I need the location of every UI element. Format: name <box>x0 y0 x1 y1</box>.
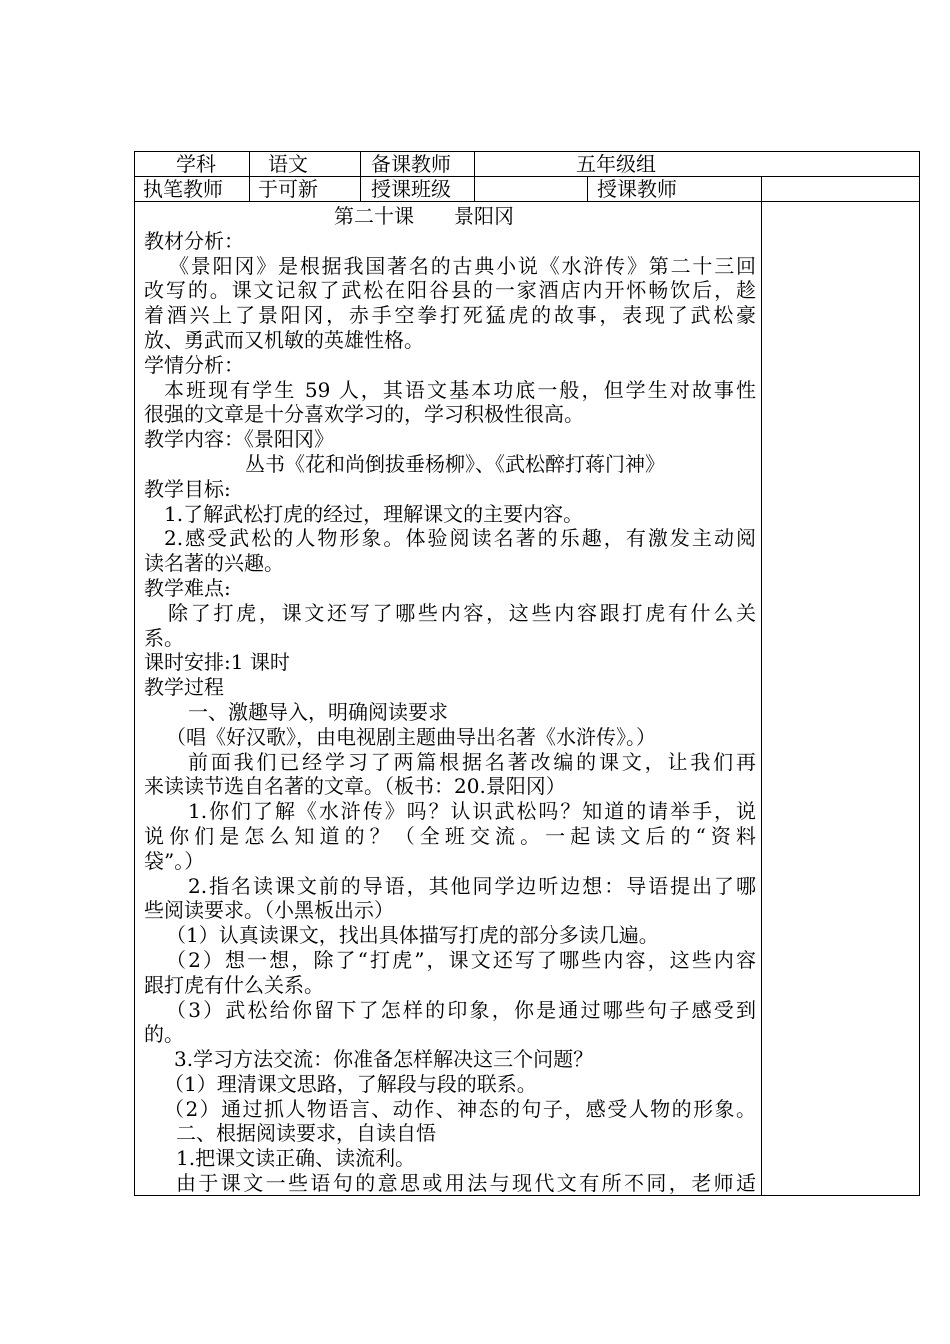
writer-label: 执笔教师 <box>143 177 223 201</box>
paragraph-line: （1）认真读课文，找出具体描写打虎的部分多读几遍。 <box>166 923 659 948</box>
paragraph-line: 二、根据阅读要求，自读自悟 <box>176 1121 436 1146</box>
paragraph-line: 3.学习方法交流：你准备怎样解决这三个问题？ <box>174 1047 594 1072</box>
section-heading: 教学难点: <box>144 575 231 600</box>
table-column-divider <box>249 151 250 202</box>
paragraph-line: 说你们是怎么知道的？（全班交流。一起读文后的“资料 <box>144 823 756 848</box>
table-row-divider <box>134 176 920 177</box>
paragraph-line: （唱《好汉歌》，由电视剧主题曲导出名著《水浒传》。） <box>166 724 656 749</box>
paragraph-line: 除了打虎，课文还写了哪些内容，这些内容跟打虎有什么关 <box>168 600 756 625</box>
teacher-label: 授课教师 <box>597 177 677 201</box>
table-column-divider <box>587 176 588 202</box>
lesson-title: 第二十课 景阳冈 <box>334 204 514 228</box>
paragraph-line: 放、勇武而又机敏的英雄性格。 <box>144 327 424 352</box>
subject-value: 语文 <box>268 152 308 176</box>
lesson-body <box>144 204 756 1196</box>
prep-teacher-label: 备课教师 <box>371 152 451 176</box>
table-top-border <box>134 151 920 152</box>
paragraph-line: 2.指名读课文前的导语，其他同学边听边想：导语提出了哪 <box>188 873 756 898</box>
paragraph-line: （2）通过抓人物语言、动作、神态的句子，感受人物的形象。 <box>164 1096 756 1121</box>
paragraph-line: 跟打虎有什么关系。 <box>144 972 324 997</box>
paragraph-line: 前面我们已经学习了两篇根据名著改编的课文，让我们再 <box>188 749 756 774</box>
paragraph-line: 2.感受武松的人物形象。体验阅读名著的乐趣，有激发主动阅 <box>164 526 756 551</box>
paragraph-line: 由于课文一些语句的意思或用法与现代文有所不同，老师适 <box>176 1171 756 1196</box>
table-column-divider <box>474 151 475 202</box>
prep-teacher-value: 五年级组 <box>576 152 656 176</box>
table-left-border <box>134 151 135 1196</box>
class-label: 授课班级 <box>371 177 451 201</box>
paragraph-line: 袋”。） <box>144 848 205 873</box>
paragraph-line: 着酒兴上了景阳冈，赤手空拳打死猛虎的故事，表现了武松豪 <box>144 303 756 328</box>
paragraph-line: 1.了解武松打虎的经过，理解课文的主要内容。 <box>164 501 584 526</box>
section-heading: 课时安排:1 课时 <box>144 650 290 675</box>
paragraph-line: （2）想一想，除了“打虎”，课文还写了哪些内容，这些内容 <box>166 947 756 972</box>
table-right-border <box>919 151 920 1196</box>
writer-value: 于可新 <box>258 177 318 201</box>
paragraph-line: 读名著的兴趣。 <box>144 551 284 576</box>
paragraph-line: 来读读节选自名著的文章。（板书：20.景阳冈） <box>144 774 566 799</box>
paragraph-line: （3）武松给你留下了怎样的印象，你是通过哪些句子感受到 <box>166 997 756 1022</box>
paragraph-line: 1.你们了解《水浒传》吗？认识武松吗？知道的请举手，说 <box>188 799 756 824</box>
section-heading: 教学目标: <box>144 476 231 501</box>
paragraph-line: 些阅读要求。（小黑板出示） <box>144 898 394 923</box>
section-heading: 教学过程 <box>144 675 224 700</box>
section-heading: 教材分析： <box>144 228 244 253</box>
paragraph-line: 的。 <box>144 1022 184 1047</box>
paragraph-line: 一、激趣导入，明确阅读要求 <box>188 699 448 724</box>
table-column-divider <box>761 176 762 1196</box>
paragraph-line: 《景阳冈》是根据我国著名的古典小说《水浒传》第二十三回 <box>169 253 756 278</box>
paragraph-line: （1）理清课文思路，了解段与段的联系。 <box>164 1071 537 1096</box>
paragraph-line: 本班现有学生 59 人，其语文基本功底一般，但学生对故事性 <box>164 377 756 402</box>
section-heading: 教学内容：《景阳冈》 <box>144 427 334 452</box>
paragraph-line: 丛书《花和尚倒拔垂杨柳》、《武松醉打蒋门神》 <box>245 451 665 476</box>
paragraph-line: 改写的。课文记叙了武松在阳谷县的一家酒店内开怀畅饮后，趁 <box>144 278 756 303</box>
table-row-divider <box>134 201 920 202</box>
table-column-divider <box>360 151 361 202</box>
paragraph-line: 1.把课文读正确、读流利。 <box>176 1146 416 1171</box>
paragraph-line: 很强的文章是十分喜欢学习的，学习积极性很高。 <box>144 402 584 427</box>
subject-label: 学科 <box>176 152 216 176</box>
section-heading: 学情分析： <box>144 352 244 377</box>
paragraph-line: 系。 <box>144 625 184 650</box>
